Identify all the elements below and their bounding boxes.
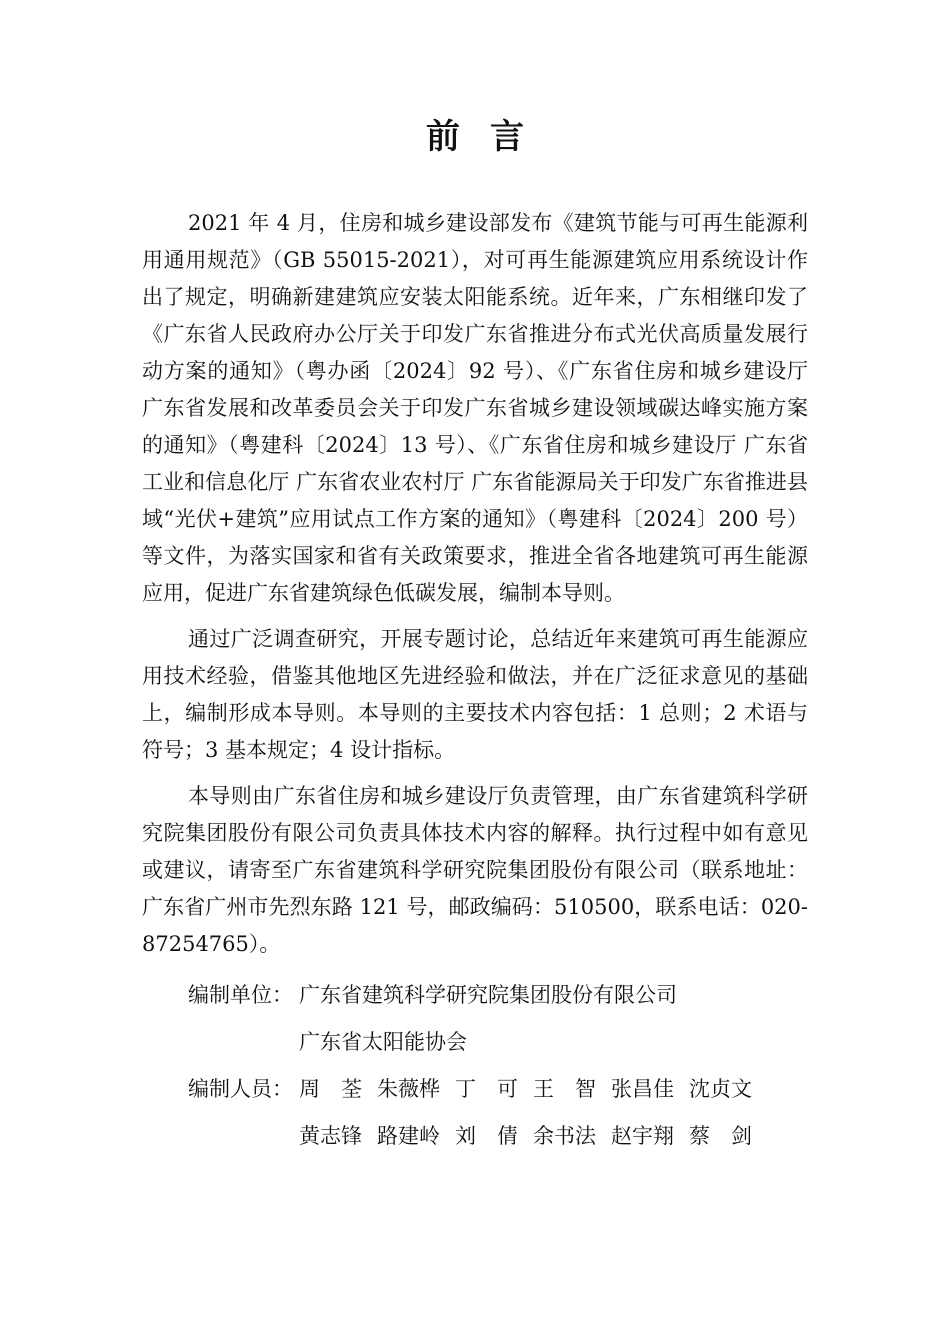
credits xyxy=(142,972,808,1160)
paragraph-background: 2021 年 4 月，住房和城乡建设部发布《建筑节能与可再生能源利用通用规范》（GB 55015-2021），对可再生能源建筑应用系统设计作出了规定，明确新建建筑应安装太阳能系统。近年来，广东相继印发了《广东省人民政府办公厅关于印发广东省推进分布式光伏高质量发展行动方案的通知》（粤办函〔2024〕92 号）、《广东省住房和城乡建设厅 广东省发展和改革委员会关于印发广东省城乡建设领域碳达峰实施方案的通知》（粤建科〔2024〕13 号）、《广东省住房和城乡建设厅 广东省工业和信息化厅 广东省农业农村厅 广东省能源局关于印发广东省推进县域“光伏+建筑”应用试点工作方案的通知》（粤建科〔2024〕200 号）等文件，为落实国家和省有关政策要求，推进全省各地建筑可再生能源应用，促进广东省建筑绿色低碳发展，编制本导则。 xyxy=(142,211,808,605)
page-title-char-1: 前 xyxy=(426,117,460,157)
paragraph-compilation: 通过广泛调查研究，开展专题讨论，总结近年来建筑可再生能源应用技术经验，借鉴其他地区先进经验和做法，并在广泛征求意见的基础上，编制形成本导则。本导则的主要技术内容包括：1 总则；2 术语与符号；3 基本规定；4 设计指标。 xyxy=(142,627,808,762)
person-name: 蔡 剑 xyxy=(689,1124,752,1148)
units-label: 编制单位： xyxy=(188,983,293,1007)
people-row xyxy=(299,1066,808,1113)
person-name: 张昌佳 xyxy=(611,1077,674,1101)
person-name: 朱薇桦 xyxy=(377,1077,440,1101)
person-name: 余书法 xyxy=(533,1124,596,1148)
person-name: 沈贞文 xyxy=(689,1077,752,1101)
people-list xyxy=(299,1066,808,1160)
person-name: 王 智 xyxy=(533,1077,596,1101)
unit-name: 广东省建筑科学研究院集团股份有限公司 xyxy=(299,983,677,1007)
person-name: 丁 可 xyxy=(455,1077,518,1101)
people-label: 编制人员： xyxy=(188,1077,293,1101)
paragraph-management: 本导则由广东省住房和城乡建设厅负责管理，由广东省建筑科学研究院集团股份有限公司负责具体技术内容的解释。执行过程中如有意见或建议，请寄至广东省建筑科学研究院集团股份有限公司（联系地址：广东省广州市先烈东路 121 号，邮政编码：510500，联系电话：020-87254765）。 xyxy=(142,784,808,956)
compiling-units xyxy=(142,972,808,1066)
compiling-people xyxy=(142,1066,808,1160)
units-list xyxy=(299,972,808,1066)
people-row xyxy=(299,1113,808,1160)
page-title xyxy=(0,112,950,162)
person-name: 刘 倩 xyxy=(455,1124,518,1148)
unit-name: 广东省太阳能协会 xyxy=(299,1030,467,1054)
person-name: 赵宇翔 xyxy=(611,1124,674,1148)
person-name: 路建岭 xyxy=(377,1124,440,1148)
person-name: 黄志锋 xyxy=(299,1124,362,1148)
person-name: 周 荃 xyxy=(299,1077,362,1101)
page-title-char-2: 言 xyxy=(490,117,524,157)
preface-body xyxy=(142,205,808,1160)
